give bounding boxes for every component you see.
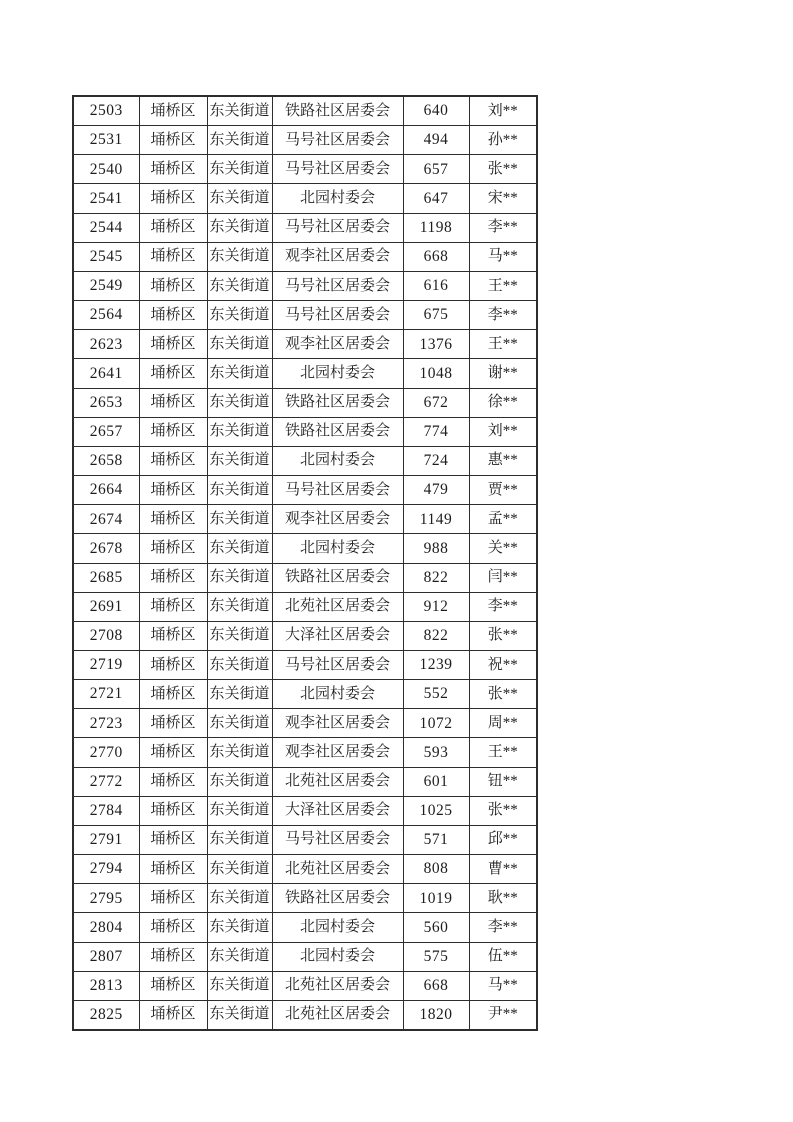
table-row [73, 592, 537, 621]
cell-street: 东关街道 [207, 446, 272, 475]
cell-community: 观李社区居委会 [272, 505, 403, 534]
cell-count: 601 [403, 767, 469, 796]
cell-district: 埇桥区 [139, 505, 207, 534]
cell-name: 孙** [469, 126, 537, 155]
cell-count: 724 [403, 446, 469, 475]
cell-name: 马** [469, 242, 537, 271]
cell-serial: 2770 [73, 738, 139, 767]
cell-district: 埇桥区 [139, 242, 207, 271]
table-row [73, 913, 537, 942]
cell-name: 马** [469, 971, 537, 1000]
cell-name: 李** [469, 301, 537, 330]
cell-district: 埇桥区 [139, 738, 207, 767]
cell-community: 大泽社区居委会 [272, 796, 403, 825]
cell-district: 埇桥区 [139, 301, 207, 330]
cell-count: 560 [403, 913, 469, 942]
cell-count: 593 [403, 738, 469, 767]
cell-street: 东关街道 [207, 971, 272, 1000]
cell-count: 822 [403, 621, 469, 650]
cell-name: 李** [469, 213, 537, 242]
cell-district: 埇桥区 [139, 126, 207, 155]
table-row [73, 942, 537, 971]
cell-community: 观李社区居委会 [272, 330, 403, 359]
cell-street: 东关街道 [207, 825, 272, 854]
table-row [73, 96, 537, 126]
roster-table [72, 95, 538, 1031]
cell-street: 东关街道 [207, 505, 272, 534]
cell-street: 东关街道 [207, 855, 272, 884]
cell-district: 埇桥区 [139, 534, 207, 563]
table-row [73, 242, 537, 271]
cell-serial: 2804 [73, 913, 139, 942]
cell-name: 徐** [469, 388, 537, 417]
cell-street: 东关街道 [207, 592, 272, 621]
cell-street: 东关街道 [207, 126, 272, 155]
table-row [73, 184, 537, 213]
cell-community: 北苑社区居委会 [272, 1000, 403, 1030]
cell-name: 钮** [469, 767, 537, 796]
cell-name: 王** [469, 738, 537, 767]
cell-count: 552 [403, 680, 469, 709]
cell-serial: 2723 [73, 709, 139, 738]
cell-community: 马号社区居委会 [272, 155, 403, 184]
cell-street: 东关街道 [207, 476, 272, 505]
cell-street: 东关街道 [207, 242, 272, 271]
cell-district: 埇桥区 [139, 476, 207, 505]
cell-name: 贾** [469, 476, 537, 505]
cell-street: 东关街道 [207, 534, 272, 563]
cell-count: 1072 [403, 709, 469, 738]
cell-community: 铁路社区居委会 [272, 417, 403, 446]
cell-community: 北园村委会 [272, 359, 403, 388]
cell-name: 王** [469, 330, 537, 359]
cell-count: 1019 [403, 884, 469, 913]
cell-district: 埇桥区 [139, 388, 207, 417]
cell-name: 关** [469, 534, 537, 563]
cell-count: 647 [403, 184, 469, 213]
cell-serial: 2541 [73, 184, 139, 213]
cell-street: 东关街道 [207, 680, 272, 709]
cell-name: 曹** [469, 855, 537, 884]
cell-community: 北园村委会 [272, 942, 403, 971]
cell-street: 东关街道 [207, 271, 272, 300]
table-row [73, 330, 537, 359]
cell-serial: 2653 [73, 388, 139, 417]
cell-serial: 2807 [73, 942, 139, 971]
cell-community: 观李社区居委会 [272, 738, 403, 767]
cell-community: 北园村委会 [272, 913, 403, 942]
table-row [73, 855, 537, 884]
cell-count: 479 [403, 476, 469, 505]
cell-community: 铁路社区居委会 [272, 884, 403, 913]
cell-district: 埇桥区 [139, 825, 207, 854]
cell-district: 埇桥区 [139, 1000, 207, 1030]
cell-district: 埇桥区 [139, 621, 207, 650]
table-row [73, 1000, 537, 1030]
table-row [73, 534, 537, 563]
cell-street: 东关街道 [207, 301, 272, 330]
table-row [73, 738, 537, 767]
cell-street: 东关街道 [207, 184, 272, 213]
cell-serial: 2664 [73, 476, 139, 505]
cell-community: 北园村委会 [272, 446, 403, 475]
cell-serial: 2540 [73, 155, 139, 184]
cell-community: 观李社区居委会 [272, 709, 403, 738]
cell-community: 北苑社区居委会 [272, 971, 403, 1000]
cell-serial: 2545 [73, 242, 139, 271]
cell-name: 张** [469, 621, 537, 650]
cell-community: 大泽社区居委会 [272, 621, 403, 650]
cell-name: 周** [469, 709, 537, 738]
cell-name: 王** [469, 271, 537, 300]
cell-name: 刘** [469, 417, 537, 446]
table-row [73, 359, 537, 388]
cell-district: 埇桥区 [139, 709, 207, 738]
cell-count: 668 [403, 242, 469, 271]
cell-name: 宋** [469, 184, 537, 213]
cell-count: 640 [403, 96, 469, 126]
cell-serial: 2791 [73, 825, 139, 854]
table-row [73, 155, 537, 184]
table-row [73, 884, 537, 913]
table-row [73, 388, 537, 417]
cell-serial: 2691 [73, 592, 139, 621]
cell-name: 祝** [469, 650, 537, 679]
cell-count: 616 [403, 271, 469, 300]
cell-name: 李** [469, 913, 537, 942]
cell-count: 1820 [403, 1000, 469, 1030]
cell-community: 马号社区居委会 [272, 213, 403, 242]
table-row [73, 126, 537, 155]
cell-count: 657 [403, 155, 469, 184]
table-row [73, 301, 537, 330]
table-row [73, 213, 537, 242]
cell-district: 埇桥区 [139, 563, 207, 592]
table-row [73, 563, 537, 592]
cell-district: 埇桥区 [139, 271, 207, 300]
cell-count: 988 [403, 534, 469, 563]
cell-district: 埇桥区 [139, 971, 207, 1000]
cell-district: 埇桥区 [139, 796, 207, 825]
cell-serial: 2564 [73, 301, 139, 330]
cell-district: 埇桥区 [139, 446, 207, 475]
cell-community: 马号社区居委会 [272, 825, 403, 854]
cell-name: 李** [469, 592, 537, 621]
cell-district: 埇桥区 [139, 913, 207, 942]
cell-community: 北园村委会 [272, 184, 403, 213]
cell-count: 1376 [403, 330, 469, 359]
cell-street: 东关街道 [207, 621, 272, 650]
cell-count: 668 [403, 971, 469, 1000]
cell-serial: 2657 [73, 417, 139, 446]
cell-community: 铁路社区居委会 [272, 96, 403, 126]
cell-serial: 2549 [73, 271, 139, 300]
cell-community: 铁路社区居委会 [272, 388, 403, 417]
cell-street: 东关街道 [207, 884, 272, 913]
cell-district: 埇桥区 [139, 884, 207, 913]
cell-street: 东关街道 [207, 738, 272, 767]
cell-serial: 2674 [73, 505, 139, 534]
cell-district: 埇桥区 [139, 213, 207, 242]
cell-name: 张** [469, 796, 537, 825]
cell-serial: 2641 [73, 359, 139, 388]
cell-community: 马号社区居委会 [272, 126, 403, 155]
cell-street: 东关街道 [207, 96, 272, 126]
cell-community: 北苑社区居委会 [272, 767, 403, 796]
cell-count: 1239 [403, 650, 469, 679]
table-row [73, 446, 537, 475]
cell-community: 铁路社区居委会 [272, 563, 403, 592]
cell-name: 张** [469, 680, 537, 709]
cell-street: 东关街道 [207, 1000, 272, 1030]
cell-district: 埇桥区 [139, 855, 207, 884]
cell-count: 1025 [403, 796, 469, 825]
cell-community: 马号社区居委会 [272, 476, 403, 505]
cell-district: 埇桥区 [139, 680, 207, 709]
cell-street: 东关街道 [207, 796, 272, 825]
cell-street: 东关街道 [207, 359, 272, 388]
cell-serial: 2531 [73, 126, 139, 155]
cell-count: 675 [403, 301, 469, 330]
cell-name: 尹** [469, 1000, 537, 1030]
cell-street: 东关街道 [207, 709, 272, 738]
table-row [73, 767, 537, 796]
cell-count: 808 [403, 855, 469, 884]
table-row [73, 971, 537, 1000]
cell-count: 912 [403, 592, 469, 621]
table-row [73, 621, 537, 650]
cell-name: 谢** [469, 359, 537, 388]
cell-count: 575 [403, 942, 469, 971]
cell-street: 东关街道 [207, 155, 272, 184]
cell-street: 东关街道 [207, 213, 272, 242]
cell-name: 张** [469, 155, 537, 184]
cell-count: 774 [403, 417, 469, 446]
cell-street: 东关街道 [207, 330, 272, 359]
cell-name: 惠** [469, 446, 537, 475]
cell-name: 邱** [469, 825, 537, 854]
cell-district: 埇桥区 [139, 184, 207, 213]
table-row [73, 825, 537, 854]
cell-community: 北苑社区居委会 [272, 855, 403, 884]
cell-district: 埇桥区 [139, 359, 207, 388]
table-row [73, 709, 537, 738]
cell-count: 672 [403, 388, 469, 417]
cell-name: 孟** [469, 505, 537, 534]
cell-count: 822 [403, 563, 469, 592]
cell-community: 马号社区居委会 [272, 650, 403, 679]
cell-district: 埇桥区 [139, 155, 207, 184]
cell-count: 571 [403, 825, 469, 854]
cell-name: 耿** [469, 884, 537, 913]
cell-community: 观李社区居委会 [272, 242, 403, 271]
table-row [73, 505, 537, 534]
table-row [73, 417, 537, 446]
cell-community: 北园村委会 [272, 534, 403, 563]
cell-serial: 2685 [73, 563, 139, 592]
cell-serial: 2721 [73, 680, 139, 709]
cell-serial: 2825 [73, 1000, 139, 1030]
cell-street: 东关街道 [207, 650, 272, 679]
cell-district: 埇桥区 [139, 330, 207, 359]
cell-serial: 2794 [73, 855, 139, 884]
roster-table-body [73, 96, 537, 1030]
cell-street: 东关街道 [207, 913, 272, 942]
cell-count: 1149 [403, 505, 469, 534]
cell-street: 东关街道 [207, 388, 272, 417]
table-row [73, 476, 537, 505]
table-row [73, 650, 537, 679]
cell-district: 埇桥区 [139, 592, 207, 621]
cell-serial: 2544 [73, 213, 139, 242]
cell-street: 东关街道 [207, 942, 272, 971]
cell-count: 1048 [403, 359, 469, 388]
cell-serial: 2719 [73, 650, 139, 679]
cell-name: 伍** [469, 942, 537, 971]
cell-community: 马号社区居委会 [272, 301, 403, 330]
cell-serial: 2658 [73, 446, 139, 475]
cell-serial: 2813 [73, 971, 139, 1000]
cell-street: 东关街道 [207, 563, 272, 592]
cell-serial: 2795 [73, 884, 139, 913]
cell-serial: 2784 [73, 796, 139, 825]
cell-street: 东关街道 [207, 767, 272, 796]
cell-count: 494 [403, 126, 469, 155]
cell-name: 刘** [469, 96, 537, 126]
cell-street: 东关街道 [207, 417, 272, 446]
cell-community: 北苑社区居委会 [272, 592, 403, 621]
cell-district: 埇桥区 [139, 767, 207, 796]
cell-community: 马号社区居委会 [272, 271, 403, 300]
cell-district: 埇桥区 [139, 417, 207, 446]
cell-serial: 2678 [73, 534, 139, 563]
table-row [73, 680, 537, 709]
cell-serial: 2503 [73, 96, 139, 126]
table-row [73, 271, 537, 300]
cell-serial: 2772 [73, 767, 139, 796]
cell-name: 闫** [469, 563, 537, 592]
cell-district: 埇桥区 [139, 942, 207, 971]
cell-count: 1198 [403, 213, 469, 242]
cell-district: 埇桥区 [139, 96, 207, 126]
cell-district: 埇桥区 [139, 650, 207, 679]
cell-serial: 2623 [73, 330, 139, 359]
table-row [73, 796, 537, 825]
cell-community: 北园村委会 [272, 680, 403, 709]
cell-serial: 2708 [73, 621, 139, 650]
